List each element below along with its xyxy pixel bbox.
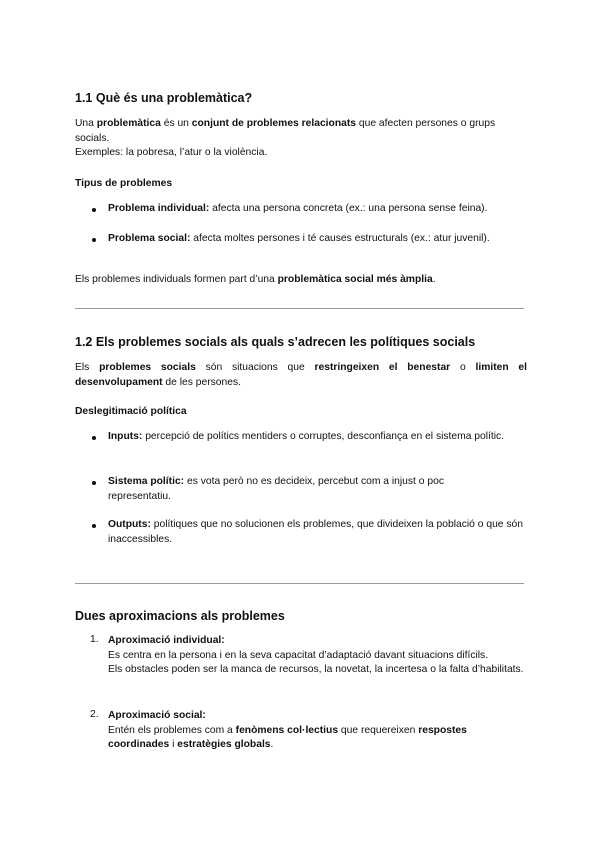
list-number: 2. <box>90 709 99 720</box>
bullet-dot <box>92 524 96 528</box>
examples-line: Exemples: la pobresa, l’atur o la violència. <box>75 147 268 158</box>
item-outputs: Outputs: polítiques que no solucionen els problemes, que divideixen la població o que són inaccessibles. <box>108 519 523 545</box>
section-1-2-title: 1.2 Els problemes socials als quals s’adrecen les polítiques socials <box>75 335 476 349</box>
types-heading: Tipus de problemes <box>75 178 173 189</box>
type-item-individual: Problema individual: afecta una persona concreta (ex.: una persona sense feina). <box>108 203 488 214</box>
bullet-dot <box>92 436 96 440</box>
list-number: 1. <box>90 634 99 645</box>
type-item-social: Problema social: afecta moltes persones i té causes estructurals (ex.: atur juvenil). <box>108 233 490 244</box>
horizontal-divider <box>75 308 524 309</box>
item-inputs: Inputs: percepció de polítics mentiders o corruptes, desconfiança en el sistema polític. <box>108 431 505 442</box>
delegitimation-heading: Deslegitimació política <box>75 406 187 417</box>
horizontal-divider <box>75 583 524 584</box>
approaches-title: Dues aproximacions als problemes <box>75 609 285 623</box>
closing-paragraph: Els problemes individuals formen part d’una problemàtica social més àmplia. <box>75 274 436 285</box>
bullet-dot <box>92 481 96 485</box>
approach-social: Aproximació social: Entén els problemes com a fenòmens col·lectius que requereixen respostes coordinades i estratègies globals. <box>108 710 467 750</box>
social-problems-paragraph: Els problemes socials són situacions que restringeixen el benestar o limiten el desenvolupament de les persones. <box>75 362 528 388</box>
section-1-1-title: 1.1 Què és una problemàtica? <box>75 91 253 105</box>
definition-paragraph: Una problemàtica és un conjunt de problemes relacionats que afecten persones o grups socials. Exemples: la pobresa, l’atur o la violència. <box>75 118 496 158</box>
approach-individual: Aproximació individual: Es centra en la persona i en la seva capacitat d’adaptació davant situacions difícils. Els obstacles poden ser la manca de recursos, la novetat, la incertesa o la falta d’habilitats. <box>108 635 524 675</box>
bullet-dot <box>92 238 96 242</box>
item-political-system: Sistema polític: es vota però no es decideix, percebut com a injust o poc representatiu. <box>108 476 444 502</box>
bullet-dot <box>92 208 96 212</box>
